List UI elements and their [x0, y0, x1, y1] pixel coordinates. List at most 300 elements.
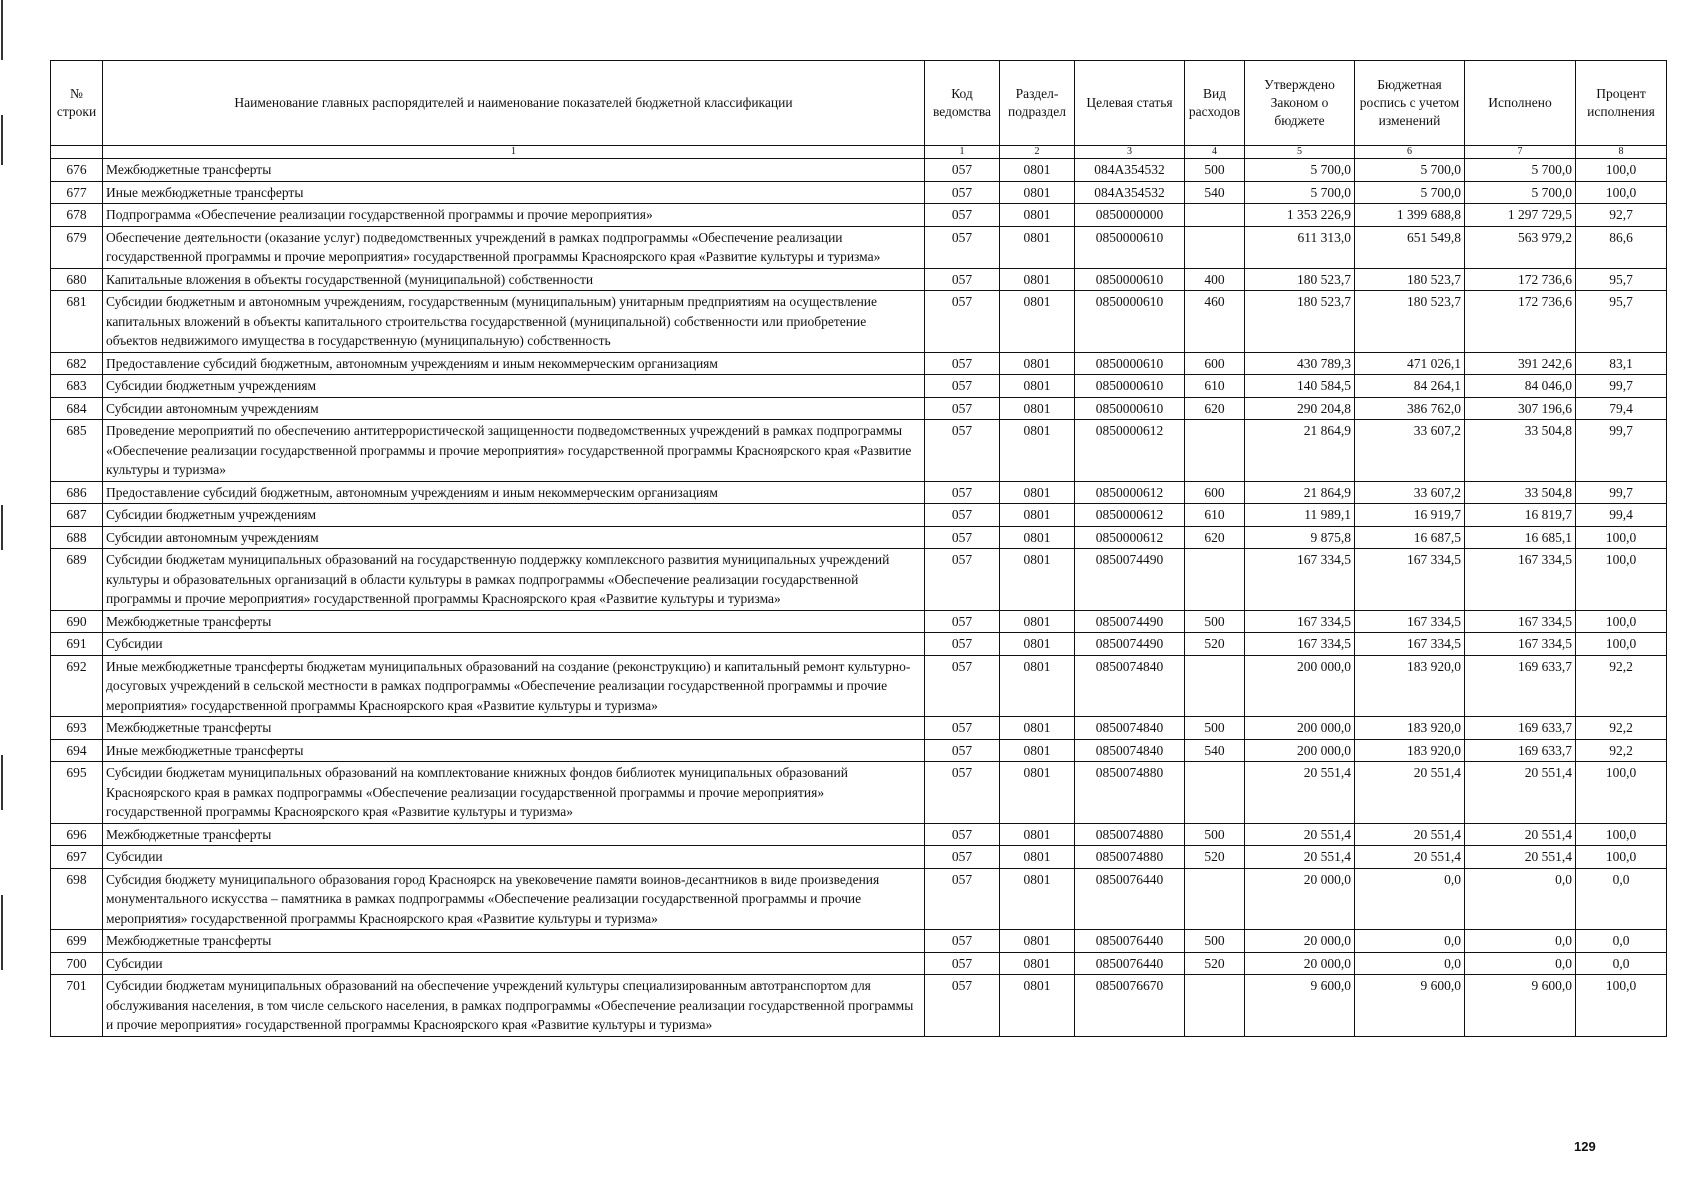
- row-vid: 460: [1185, 291, 1245, 353]
- row-name: Субсидии: [103, 952, 925, 975]
- row-ved: 057: [925, 610, 1000, 633]
- row-utv: 200 000,0: [1245, 655, 1355, 717]
- row-razdel: 0801: [1000, 204, 1075, 227]
- table-row: [51, 204, 1667, 227]
- col-number: 1: [925, 146, 1000, 159]
- row-name: Субсидии автономным учреждениям: [103, 526, 925, 549]
- row-name: Межбюджетные трансферты: [103, 610, 925, 633]
- row-pct: 92,2: [1576, 717, 1667, 740]
- row-number: 694: [51, 739, 103, 762]
- row-isp: 33 504,8: [1465, 420, 1576, 482]
- row-vid: 520: [1185, 846, 1245, 869]
- row-utv: 9 600,0: [1245, 975, 1355, 1037]
- scan-edge-mark: [1, 115, 3, 165]
- row-number: 696: [51, 823, 103, 846]
- row-utv: 611 313,0: [1245, 226, 1355, 268]
- row-vid: 540: [1185, 739, 1245, 762]
- table-row: [51, 868, 1667, 930]
- row-cel: 0850000000: [1075, 204, 1185, 227]
- col-number: 5: [1245, 146, 1355, 159]
- row-number: 692: [51, 655, 103, 717]
- table-row: [51, 526, 1667, 549]
- row-rosp: 33 607,2: [1355, 420, 1465, 482]
- row-cel: 0850000612: [1075, 481, 1185, 504]
- scan-edge-mark: [1, 505, 3, 550]
- row-ved: 057: [925, 633, 1000, 656]
- row-number: 698: [51, 868, 103, 930]
- row-cel: 0850074490: [1075, 610, 1185, 633]
- row-ved: 057: [925, 226, 1000, 268]
- row-rosp: 651 549,8: [1355, 226, 1465, 268]
- table-row: [51, 739, 1667, 762]
- col-header-pct: Процент исполнения: [1576, 61, 1667, 146]
- row-name: Субсидии бюджетам муниципальных образований на комплектование книжных фондов библиотек муниципальных образований Красноярского края в рамках подпрограммы «Обеспечение реализации государственной программы и прочие мероприятия» государственной программы Красноярского края «Развитие культуры и туризма»: [103, 762, 925, 824]
- row-vid: 610: [1185, 375, 1245, 398]
- row-name: Межбюджетные трансферты: [103, 159, 925, 182]
- row-ved: 057: [925, 930, 1000, 953]
- row-utv: 11 989,1: [1245, 504, 1355, 527]
- table-row: [51, 846, 1667, 869]
- row-isp: 172 736,6: [1465, 291, 1576, 353]
- row-cel: 0850076440: [1075, 952, 1185, 975]
- row-isp: 9 600,0: [1465, 975, 1576, 1037]
- scan-edge-mark: [1, 755, 3, 810]
- row-razdel: 0801: [1000, 181, 1075, 204]
- row-ved: 057: [925, 159, 1000, 182]
- row-cel: 084А354532: [1075, 159, 1185, 182]
- row-vid: 500: [1185, 930, 1245, 953]
- table-row: [51, 268, 1667, 291]
- row-rosp: 0,0: [1355, 930, 1465, 953]
- row-razdel: 0801: [1000, 159, 1075, 182]
- row-number: 700: [51, 952, 103, 975]
- row-rosp: 5 700,0: [1355, 181, 1465, 204]
- row-name: Межбюджетные трансферты: [103, 930, 925, 953]
- row-rosp: 20 551,4: [1355, 823, 1465, 846]
- row-isp: 172 736,6: [1465, 268, 1576, 291]
- row-number: 685: [51, 420, 103, 482]
- row-cel: 0850074840: [1075, 717, 1185, 740]
- row-number: 701: [51, 975, 103, 1037]
- row-name: Субсидии: [103, 633, 925, 656]
- row-vid: 400: [1185, 268, 1245, 291]
- row-pct: 100,0: [1576, 633, 1667, 656]
- col-header-ved: Код ведомства: [925, 61, 1000, 146]
- row-razdel: 0801: [1000, 352, 1075, 375]
- row-isp: 167 334,5: [1465, 549, 1576, 611]
- table-row: [51, 291, 1667, 353]
- col-header-isp: Исполнено: [1465, 61, 1576, 146]
- table-body: [51, 159, 1667, 1037]
- row-isp: 5 700,0: [1465, 181, 1576, 204]
- row-cel: 0850000610: [1075, 397, 1185, 420]
- col-number: 2: [1000, 146, 1075, 159]
- row-name: Предоставление субсидий бюджетным, автономным учреждениям и иным некоммерческим организациям: [103, 481, 925, 504]
- row-vid: [1185, 762, 1245, 824]
- row-razdel: 0801: [1000, 291, 1075, 353]
- row-razdel: 0801: [1000, 420, 1075, 482]
- row-number: 680: [51, 268, 103, 291]
- row-number: 686: [51, 481, 103, 504]
- row-vid: 500: [1185, 610, 1245, 633]
- row-rosp: 183 920,0: [1355, 717, 1465, 740]
- col-number: 6: [1355, 146, 1465, 159]
- row-cel: 0850074880: [1075, 846, 1185, 869]
- row-utv: 20 000,0: [1245, 930, 1355, 953]
- row-name: Субсидии: [103, 846, 925, 869]
- row-razdel: 0801: [1000, 868, 1075, 930]
- row-utv: 140 584,5: [1245, 375, 1355, 398]
- row-vid: [1185, 420, 1245, 482]
- col-header-name: Наименование главных распорядителей и наименование показателей бюджетной классификации: [103, 61, 925, 146]
- row-razdel: 0801: [1000, 397, 1075, 420]
- row-ved: 057: [925, 717, 1000, 740]
- row-utv: 200 000,0: [1245, 717, 1355, 740]
- row-cel: 0850076670: [1075, 975, 1185, 1037]
- row-ved: 057: [925, 504, 1000, 527]
- row-razdel: 0801: [1000, 823, 1075, 846]
- row-rosp: 180 523,7: [1355, 268, 1465, 291]
- row-pct: 95,7: [1576, 291, 1667, 353]
- row-pct: 100,0: [1576, 762, 1667, 824]
- row-name: Субсидии бюджетным учреждениям: [103, 504, 925, 527]
- row-ved: 057: [925, 481, 1000, 504]
- row-vid: 610: [1185, 504, 1245, 527]
- row-name: Субсидии автономным учреждениям: [103, 397, 925, 420]
- row-utv: 20 000,0: [1245, 868, 1355, 930]
- col-number: 1: [103, 146, 925, 159]
- row-vid: 500: [1185, 159, 1245, 182]
- row-isp: 20 551,4: [1465, 823, 1576, 846]
- row-razdel: 0801: [1000, 739, 1075, 762]
- row-number: 681: [51, 291, 103, 353]
- row-pct: 83,1: [1576, 352, 1667, 375]
- col-header-vid: Вид расходов: [1185, 61, 1245, 146]
- row-name: Субсидии бюджетам муниципальных образований на государственную поддержку комплексного развития муниципальных учреждений культуры и образовательных организаций в области культуры в рамках подпрограммы «Обеспечение реализации государственной программы и прочие мероприятия» государственной программы Красноярского края «Развитие культуры и туризма»: [103, 549, 925, 611]
- row-number: 699: [51, 930, 103, 953]
- table-row: [51, 823, 1667, 846]
- row-number: 687: [51, 504, 103, 527]
- row-isp: 20 551,4: [1465, 846, 1576, 869]
- row-utv: 290 204,8: [1245, 397, 1355, 420]
- row-name: Субсидии бюджетам муниципальных образований на обеспечение учреждений культуры специализированным автотранспортом для обслуживания населения, в том числе сельского населения, в рамках подпрограммы «Обеспечение реализации государственной программы и прочие мероприятия» государственной программы Красноярского края «Развитие культуры и туризма»: [103, 975, 925, 1037]
- row-ved: 057: [925, 739, 1000, 762]
- row-razdel: 0801: [1000, 846, 1075, 869]
- row-vid: 500: [1185, 717, 1245, 740]
- row-pct: 99,7: [1576, 375, 1667, 398]
- row-razdel: 0801: [1000, 526, 1075, 549]
- row-rosp: 167 334,5: [1355, 610, 1465, 633]
- row-razdel: 0801: [1000, 481, 1075, 504]
- row-name: Обеспечение деятельности (оказание услуг) подведомственных учреждений в рамках подпрограммы «Обеспечение реализации государственной программы и прочие мероприятия» государственной программы Красноярского края «Развитие культуры и туризма»: [103, 226, 925, 268]
- row-isp: 563 979,2: [1465, 226, 1576, 268]
- row-pct: 100,0: [1576, 975, 1667, 1037]
- row-number: 684: [51, 397, 103, 420]
- row-pct: 0,0: [1576, 952, 1667, 975]
- row-name: Межбюджетные трансферты: [103, 717, 925, 740]
- row-vid: 600: [1185, 352, 1245, 375]
- table-row: [51, 762, 1667, 824]
- scan-edge-mark: [1, 895, 3, 970]
- row-razdel: 0801: [1000, 717, 1075, 740]
- row-pct: 100,0: [1576, 846, 1667, 869]
- row-rosp: 0,0: [1355, 868, 1465, 930]
- row-pct: 79,4: [1576, 397, 1667, 420]
- row-name: Подпрограмма «Обеспечение реализации государственной программы и прочие мероприятия»: [103, 204, 925, 227]
- row-rosp: 16 687,5: [1355, 526, 1465, 549]
- row-cel: 084А354532: [1075, 181, 1185, 204]
- row-ved: 057: [925, 823, 1000, 846]
- row-number: 677: [51, 181, 103, 204]
- row-razdel: 0801: [1000, 375, 1075, 398]
- row-name: Предоставление субсидий бюджетным, автономным учреждениям и иным некоммерческим организациям: [103, 352, 925, 375]
- row-rosp: 1 399 688,8: [1355, 204, 1465, 227]
- row-razdel: 0801: [1000, 610, 1075, 633]
- table-row: [51, 952, 1667, 975]
- table-row: [51, 549, 1667, 611]
- row-razdel: 0801: [1000, 952, 1075, 975]
- row-isp: 33 504,8: [1465, 481, 1576, 504]
- row-razdel: 0801: [1000, 633, 1075, 656]
- row-ved: 057: [925, 868, 1000, 930]
- col-header-rosp: Бюджетная роспись с учетом изменений: [1355, 61, 1465, 146]
- row-vid: 540: [1185, 181, 1245, 204]
- row-name: Капитальные вложения в объекты государственной (муниципальной) собственности: [103, 268, 925, 291]
- row-vid: 620: [1185, 397, 1245, 420]
- col-number: 7: [1465, 146, 1576, 159]
- row-number: 678: [51, 204, 103, 227]
- table-row: [51, 481, 1667, 504]
- row-utv: 200 000,0: [1245, 739, 1355, 762]
- col-number: 3: [1075, 146, 1185, 159]
- row-ved: 057: [925, 291, 1000, 353]
- row-vid: [1185, 868, 1245, 930]
- row-isp: 84 046,0: [1465, 375, 1576, 398]
- row-vid: [1185, 226, 1245, 268]
- row-rosp: 183 920,0: [1355, 739, 1465, 762]
- table-row: [51, 655, 1667, 717]
- row-isp: 20 551,4: [1465, 762, 1576, 824]
- row-cel: 0850074840: [1075, 739, 1185, 762]
- col-number-blank: [51, 146, 103, 159]
- row-name: Проведение мероприятий по обеспечению антитеррористической защищенности подведомственных учреждений в рамках подпрограммы «Обеспечение реализации государственной программы и прочие мероприятия» государственной программы Красноярского края «Развитие культуры и туризма»: [103, 420, 925, 482]
- row-pct: 100,0: [1576, 610, 1667, 633]
- row-isp: 0,0: [1465, 952, 1576, 975]
- row-name: Иные межбюджетные трансферты: [103, 739, 925, 762]
- row-razdel: 0801: [1000, 655, 1075, 717]
- row-rosp: 33 607,2: [1355, 481, 1465, 504]
- table-row: [51, 633, 1667, 656]
- row-number: 691: [51, 633, 103, 656]
- table-row: [51, 975, 1667, 1037]
- row-cel: 0850074880: [1075, 762, 1185, 824]
- row-utv: 21 864,9: [1245, 420, 1355, 482]
- row-number: 697: [51, 846, 103, 869]
- column-number-row: [51, 146, 1667, 159]
- row-isp: 5 700,0: [1465, 159, 1576, 182]
- row-razdel: 0801: [1000, 504, 1075, 527]
- page-number: 129: [1574, 1139, 1596, 1154]
- row-rosp: 471 026,1: [1355, 352, 1465, 375]
- row-ved: 057: [925, 420, 1000, 482]
- row-razdel: 0801: [1000, 549, 1075, 611]
- scan-edge-mark: [1, 0, 3, 60]
- row-cel: 0850000610: [1075, 268, 1185, 291]
- row-ved: 057: [925, 352, 1000, 375]
- row-utv: 20 551,4: [1245, 762, 1355, 824]
- row-vid: 620: [1185, 526, 1245, 549]
- row-number: 679: [51, 226, 103, 268]
- row-vid: 520: [1185, 633, 1245, 656]
- table-header-row: [51, 61, 1667, 146]
- row-isp: 391 242,6: [1465, 352, 1576, 375]
- row-pct: 0,0: [1576, 930, 1667, 953]
- row-ved: 057: [925, 181, 1000, 204]
- row-pct: 92,2: [1576, 739, 1667, 762]
- row-ved: 057: [925, 655, 1000, 717]
- row-utv: 180 523,7: [1245, 268, 1355, 291]
- row-utv: 5 700,0: [1245, 159, 1355, 182]
- row-ved: 057: [925, 204, 1000, 227]
- row-ved: 057: [925, 846, 1000, 869]
- row-number: 688: [51, 526, 103, 549]
- row-number: 693: [51, 717, 103, 740]
- row-number: 689: [51, 549, 103, 611]
- col-header-utv: Утверждено Законом о бюджете: [1245, 61, 1355, 146]
- table-row: [51, 181, 1667, 204]
- col-header-cel: Целевая статья: [1075, 61, 1185, 146]
- row-utv: 20 551,4: [1245, 823, 1355, 846]
- row-vid: 520: [1185, 952, 1245, 975]
- row-name: Иные межбюджетные трансферты: [103, 181, 925, 204]
- row-razdel: 0801: [1000, 268, 1075, 291]
- row-isp: 1 297 729,5: [1465, 204, 1576, 227]
- row-isp: 169 633,7: [1465, 717, 1576, 740]
- row-utv: 167 334,5: [1245, 549, 1355, 611]
- row-vid: [1185, 204, 1245, 227]
- row-cel: 0850076440: [1075, 930, 1185, 953]
- row-number: 683: [51, 375, 103, 398]
- row-cel: 0850000610: [1075, 375, 1185, 398]
- row-pct: 100,0: [1576, 549, 1667, 611]
- row-razdel: 0801: [1000, 762, 1075, 824]
- table-row: [51, 397, 1667, 420]
- row-rosp: 386 762,0: [1355, 397, 1465, 420]
- row-pct: 100,0: [1576, 181, 1667, 204]
- row-name: Субсидия бюджету муниципального образования город Красноярск на увековечение памяти воинов-десантников в виде произведения монументального искусства – памятника в рамках подпрограммы «Обеспечение реализации государственной программы и прочие мероприятия» государственной программы Красноярского края «Развитие культуры и туризма»: [103, 868, 925, 930]
- row-razdel: 0801: [1000, 975, 1075, 1037]
- row-pct: 95,7: [1576, 268, 1667, 291]
- table-row: [51, 930, 1667, 953]
- row-pct: 92,7: [1576, 204, 1667, 227]
- row-razdel: 0801: [1000, 226, 1075, 268]
- row-rosp: 183 920,0: [1355, 655, 1465, 717]
- col-header-row-no: № строки: [51, 61, 103, 146]
- row-cel: 0850000612: [1075, 526, 1185, 549]
- row-utv: 430 789,3: [1245, 352, 1355, 375]
- row-isp: 16 685,1: [1465, 526, 1576, 549]
- row-rosp: 20 551,4: [1355, 846, 1465, 869]
- row-cel: 0850000610: [1075, 226, 1185, 268]
- row-cel: 0850076440: [1075, 868, 1185, 930]
- row-ved: 057: [925, 268, 1000, 291]
- row-rosp: 16 919,7: [1355, 504, 1465, 527]
- row-name: Субсидии бюджетным учреждениям: [103, 375, 925, 398]
- row-pct: 86,6: [1576, 226, 1667, 268]
- row-vid: 600: [1185, 481, 1245, 504]
- row-pct: 99,7: [1576, 420, 1667, 482]
- row-isp: 16 819,7: [1465, 504, 1576, 527]
- table-row: [51, 717, 1667, 740]
- row-utv: 9 875,8: [1245, 526, 1355, 549]
- row-ved: 057: [925, 952, 1000, 975]
- row-isp: 307 196,6: [1465, 397, 1576, 420]
- table-row: [51, 352, 1667, 375]
- table-row: [51, 159, 1667, 182]
- row-pct: 92,2: [1576, 655, 1667, 717]
- row-ved: 057: [925, 526, 1000, 549]
- budget-execution-table: [50, 60, 1667, 1037]
- row-rosp: 167 334,5: [1355, 549, 1465, 611]
- row-cel: 0850000610: [1075, 291, 1185, 353]
- row-vid: [1185, 975, 1245, 1037]
- row-utv: 167 334,5: [1245, 633, 1355, 656]
- row-number: 676: [51, 159, 103, 182]
- row-cel: 0850074490: [1075, 633, 1185, 656]
- row-rosp: 20 551,4: [1355, 762, 1465, 824]
- row-ved: 057: [925, 549, 1000, 611]
- row-utv: 20 551,4: [1245, 846, 1355, 869]
- row-number: 690: [51, 610, 103, 633]
- table-row: [51, 504, 1667, 527]
- col-number: 8: [1576, 146, 1667, 159]
- row-cel: 0850074880: [1075, 823, 1185, 846]
- row-isp: 169 633,7: [1465, 655, 1576, 717]
- row-pct: 99,4: [1576, 504, 1667, 527]
- row-cel: 0850000612: [1075, 504, 1185, 527]
- row-utv: 167 334,5: [1245, 610, 1355, 633]
- table-row: [51, 420, 1667, 482]
- row-cel: 0850074490: [1075, 549, 1185, 611]
- row-isp: 167 334,5: [1465, 610, 1576, 633]
- row-rosp: 9 600,0: [1355, 975, 1465, 1037]
- row-utv: 1 353 226,9: [1245, 204, 1355, 227]
- row-ved: 057: [925, 397, 1000, 420]
- row-pct: 100,0: [1576, 823, 1667, 846]
- row-pct: 100,0: [1576, 526, 1667, 549]
- row-isp: 0,0: [1465, 930, 1576, 953]
- row-utv: 20 000,0: [1245, 952, 1355, 975]
- row-number: 695: [51, 762, 103, 824]
- table-row: [51, 375, 1667, 398]
- row-pct: 100,0: [1576, 159, 1667, 182]
- row-utv: 21 864,9: [1245, 481, 1355, 504]
- row-cel: 0850000612: [1075, 420, 1185, 482]
- row-name: Иные межбюджетные трансферты бюджетам муниципальных образований на создание (реконструкцию) и капитальный ремонт культурно-досуговых учреждений в сельской местности в рамках подпрограммы «Обеспечение реализации государственной программы и прочие мероприятия» государственной программы Красноярского края «Развитие культуры и туризма»: [103, 655, 925, 717]
- row-razdel: 0801: [1000, 930, 1075, 953]
- col-number: 4: [1185, 146, 1245, 159]
- row-utv: 180 523,7: [1245, 291, 1355, 353]
- row-ved: 057: [925, 975, 1000, 1037]
- table-row: [51, 610, 1667, 633]
- row-rosp: 0,0: [1355, 952, 1465, 975]
- row-isp: 167 334,5: [1465, 633, 1576, 656]
- row-isp: 169 633,7: [1465, 739, 1576, 762]
- row-name: Межбюджетные трансферты: [103, 823, 925, 846]
- row-rosp: 167 334,5: [1355, 633, 1465, 656]
- row-rosp: 84 264,1: [1355, 375, 1465, 398]
- row-pct: 99,7: [1576, 481, 1667, 504]
